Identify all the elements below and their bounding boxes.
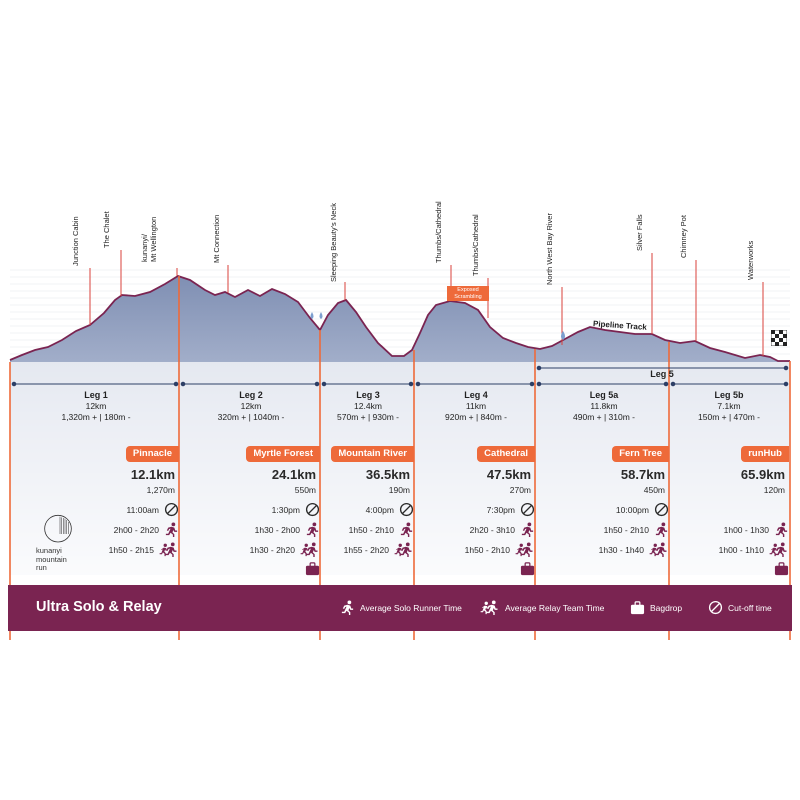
leg-1: Leg 1 12km 1,320m + | 180m - bbox=[61, 390, 131, 422]
station-distance: 24.1km bbox=[271, 467, 316, 482]
station-distance: 12.1km bbox=[130, 467, 175, 482]
station-name: runHub bbox=[741, 446, 789, 462]
station-name: Myrtle Forest bbox=[246, 446, 320, 462]
logo-text: kunanyi mountain run bbox=[36, 546, 67, 572]
cutoff-icon bbox=[164, 502, 179, 519]
solo-runner-icon bbox=[774, 522, 789, 539]
cutoff-icon bbox=[520, 502, 535, 519]
cutoff-icon bbox=[399, 502, 414, 519]
solo-time-row: 2h00 - 2h20 bbox=[114, 522, 179, 538]
leg-3: Leg 3 12.4km 570m + | 930m - bbox=[337, 390, 399, 422]
leg-4: Leg 4 11km 920m + | 840m - bbox=[445, 390, 507, 422]
legend-relay: Average Relay Team Time bbox=[480, 600, 604, 615]
relay-team-icon bbox=[515, 542, 535, 559]
footer-title: Ultra Solo & Relay bbox=[36, 599, 162, 615]
relay-team-icon bbox=[480, 600, 500, 615]
cutoff-row: 4:00pm bbox=[366, 502, 414, 518]
relay-time-row: 1h00 - 1h10 bbox=[719, 542, 789, 558]
solo-runner-icon bbox=[654, 522, 669, 539]
cutoff-icon bbox=[708, 600, 723, 615]
station-elevation: 270m bbox=[509, 485, 531, 495]
leg-5-label: Leg 5 bbox=[650, 369, 674, 379]
relay-time-row: 1h50 - 2h10 bbox=[465, 542, 535, 558]
relay-time-row: 1h55 - 2h20 bbox=[344, 542, 414, 558]
legend-cutoff: Cut-off time bbox=[708, 600, 772, 615]
cutoff-icon bbox=[654, 502, 669, 519]
station-elevation: 450m bbox=[643, 485, 665, 495]
cutoff-row: 1:30pm bbox=[272, 502, 320, 518]
solo-runner-icon bbox=[340, 600, 355, 615]
cutoff-row: 11:00am bbox=[127, 502, 179, 518]
footer-bar bbox=[8, 585, 792, 631]
station-distance: 36.5km bbox=[365, 467, 410, 482]
exposed-scrambling-badge: Exposed Scrambling bbox=[447, 286, 489, 301]
pipeline-track-label: Pipeline Track bbox=[592, 319, 648, 332]
bagdrop-row bbox=[774, 561, 789, 577]
station-distance: 65.9km bbox=[740, 467, 785, 482]
finish-flag-icon bbox=[771, 330, 787, 346]
solo-runner-icon bbox=[520, 522, 535, 539]
cutoff-icon bbox=[305, 502, 320, 519]
station-elevation: 120m bbox=[763, 485, 785, 495]
relay-team-icon bbox=[394, 542, 414, 559]
solo-time-row: 1h50 - 2h10 bbox=[604, 522, 669, 538]
station-distance: 58.7km bbox=[620, 467, 665, 482]
station-name: Cathedral bbox=[477, 446, 535, 462]
course-profile-diagram: Junction Cabin The Chalet kunanyi/ Mt Wellington Mt Connection Sleeping Beauty's Neck Thumbs/Cathedral Thumbs/Cathedral North West Bay River Silver Falls Chimney Pot Waterworks Exposed Scrambling Pipeline Track Leg 1 12km 1,320m + | 180m - Leg 2 12km 320m + | 1040m - Leg 3 12.4km 570m + | 930m - Leg 4 11km 920m + | 840m - Leg 5a 11.8km 490m + | 310m - Leg 5b 7.1km 150m + | 470m - Leg 5 Pinnacle 12.1km 1,270m 11:00am 2h00 - 2h20 1h50 - 2h15 Myrtle Forest 24.1km 550m 1:30pm 1h30 - 2h00 1h30 - 2h20 Mountain River 36.5km 190m 4:00pm 1h50 - 2h10 1h55 - 2h20 Cathedral 47.5km 270m 7:30pm 2h20 - 3h10 1h50 - 2h10 Fern Tree 58.7km 450m 10:00pm 1h50 - 2h10 1h30 - 1h40 runHub 65.9km 120m 1h00 - 1h30 1h00 - 1h10 kunanyi mountain run Ultra Solo & Relay Average Solo Runner Time Average Relay Team Time Bagdrop Cut-off time bbox=[0, 0, 800, 800]
solo-time-row: 1h00 - 1h30 bbox=[724, 522, 789, 538]
relay-team-icon bbox=[769, 542, 789, 559]
station-elevation: 190m bbox=[388, 485, 410, 495]
station-distance: 47.5km bbox=[486, 467, 531, 482]
relay-team-icon bbox=[159, 542, 179, 559]
relay-team-icon bbox=[300, 542, 320, 559]
bag-icon bbox=[520, 561, 535, 578]
station-elevation: 550m bbox=[294, 485, 316, 495]
bag-icon bbox=[305, 561, 320, 578]
station-name: Fern Tree bbox=[612, 446, 669, 462]
solo-time-row: 1h50 - 2h10 bbox=[349, 522, 414, 538]
relay-time-row: 1h30 - 1h40 bbox=[599, 542, 669, 558]
relay-time-row: 1h30 - 2h20 bbox=[250, 542, 320, 558]
bag-icon bbox=[630, 600, 645, 615]
solo-time-row: 2h20 - 3h10 bbox=[470, 522, 535, 538]
cutoff-row: 7:30pm bbox=[487, 502, 535, 518]
station-name: Mountain River bbox=[331, 446, 414, 462]
bagdrop-row bbox=[520, 561, 535, 577]
solo-runner-icon bbox=[399, 522, 414, 539]
bag-icon bbox=[774, 561, 789, 578]
solo-runner-icon bbox=[305, 522, 320, 539]
relay-time-row: 1h50 - 2h15 bbox=[109, 542, 179, 558]
leg-5b: Leg 5b 7.1km 150m + | 470m - bbox=[698, 390, 760, 422]
leg-5a: Leg 5a 11.8km 490m + | 310m - bbox=[573, 390, 635, 422]
relay-team-icon bbox=[649, 542, 669, 559]
solo-runner-icon bbox=[164, 522, 179, 539]
legend-bagdrop: Bagdrop bbox=[630, 600, 682, 615]
leg-2: Leg 2 12km 320m + | 1040m - bbox=[217, 390, 285, 422]
bagdrop-row bbox=[305, 561, 320, 577]
legend-solo: Average Solo Runner Time bbox=[340, 600, 462, 615]
station-elevation: 1,270m bbox=[146, 485, 175, 495]
solo-time-row: 1h30 - 2h00 bbox=[255, 522, 320, 538]
cutoff-row: 10:00pm bbox=[616, 502, 669, 518]
station-name: Pinnacle bbox=[126, 446, 179, 462]
